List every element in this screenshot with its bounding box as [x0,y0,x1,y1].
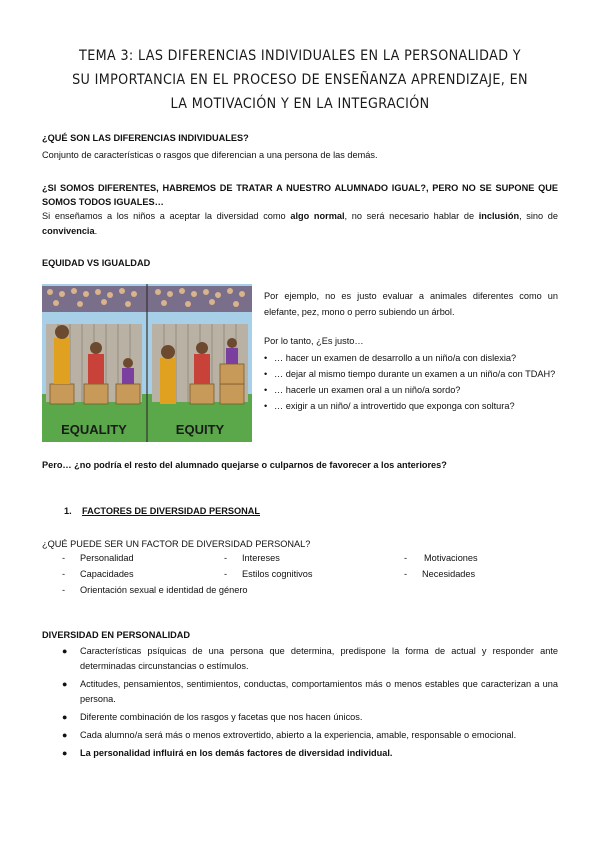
q2-text-2: , no será necesario hablar de [344,211,479,221]
equity-bullet-list [264,350,558,414]
personality-item: ● Diferente combinación de los rasgos y facetas que nos hacen únicos. [62,712,363,722]
equity-bullet-text: … hacerle un examen oral a un niño/a sordo? [274,385,461,395]
q2-bold-2: inclusión [478,211,520,221]
q1-text: Conjunto de características o rasgos que diferencian a una persona de las demás. [42,150,378,160]
equity-heading: EQUIDAD VS IGUALDAD [42,258,151,268]
personality-item: ● Características psíquicas de una persona que determina, predispone la forma de actual y responder ante determinadas circunstancias o estímulos. [62,646,558,671]
factor-item: - Intereses [224,553,280,563]
q2-text-1: Si enseñamos a los niños a aceptar la diversidad como [42,211,291,221]
label-equity: EQUITY [175,422,225,437]
equity-bullet-text: … dejar al mismo tiempo durante un examen a un niño/a con TDAH? [274,369,556,379]
q2-bold-3: convivencia [42,226,95,236]
equity-bullet-text: … hacer un examen de desarrollo a un niño/a con dislexia? [274,353,517,363]
equity-closing-text: ¿no podría el resto del alumnado quejarse o culparnos de favorecer a los anteriores? [71,460,447,470]
q2-text [42,209,558,239]
label-equality: EQUALITY [61,422,127,437]
q1-heading: ¿QUÉ SON LAS DIFERENCIAS INDIVIDUALES? [42,133,249,143]
q2-heading: ¿SI SOMOS DIFERENTES, HABREMOS DE TRATAR A NUESTRO ALUMNADO IGUAL?, PERO NO SE SUPONE QUE SOMOS TODOS IGUALES… [42,183,558,207]
equity-closing [42,458,447,473]
q2-text-4: . [94,226,98,236]
personality-item-bold: ● La personalidad influirá en los demás factores de diversidad individual. [62,748,393,758]
factor-item: - Capacidades [62,569,134,579]
personality-list [42,644,558,764]
q2-text-3: , sino de [519,211,559,221]
boxes-left [50,384,140,404]
equity-bullet: • … hacer un examen de desarrollo a un niño/a con dislexia? [264,350,558,366]
equity-bullet: • … dejar al mismo tiempo durante un examen a un niño/a con TDAH? [264,366,558,382]
factor-item: - Orientación sexual e identidad de género [62,585,248,595]
q2-bold-1: algo normal [290,211,345,221]
equity-paragraph: Por ejemplo, no es justo evaluar a animales diferentes como un elefante, pez, mono o perro subiendo un árbol. [264,291,558,317]
personality-item: ● Actitudes, pensamientos, sentimientos, conductas, comportamientos más o menos estables que caracterizan a una persona. [62,679,558,704]
equity-closing-bold: Pero… [42,460,72,470]
personality-item: ● Cada alumno/a será más o menos extrovertido, abierto a la experiencia, amable, responsable o emocional. [62,730,517,740]
section1-heading [64,506,260,516]
factor-item: - Motivaciones [404,553,478,563]
factor-grid [62,550,558,598]
page-title: TEMA 3: LAS DIFERENCIAS INDIVIDUALES EN LA PERSONALIDAD Y SU IMPORTANCIA EN EL PROCESO DE ENSEÑANZA APRENDIZAJE, EN LA MOTIVACIÓN Y EN LA INTEGRACIÓN [72,48,528,112]
section1-title: FACTORES DE DIVERSIDAD PERSONAL [82,506,260,516]
equality-equity-illustration [42,284,252,442]
factor-item: - Necesidades [404,569,476,579]
factor-item: - Personalidad [62,553,134,563]
personality-heading: DIVERSIDAD EN PERSONALIDAD [42,630,191,640]
factor-item: - Estilos cognitivos [224,569,313,579]
section1-question: ¿QUÉ PUEDE SER UN FACTOR DE DIVERSIDAD PERSONAL? [42,539,311,549]
equity-bullet: • … hacerle un examen oral a un niño/a sordo? [264,382,558,398]
equity-bullet-text: … exigir a un niño/ a introvertido que exponga con soltura? [274,401,515,411]
section1-number: 1. [64,506,72,516]
equity-lead: Por lo tanto, ¿Es justo… [264,336,364,346]
equity-bullet: • … exigir a un niño/ a introvertido que exponga con soltura? [264,398,558,414]
